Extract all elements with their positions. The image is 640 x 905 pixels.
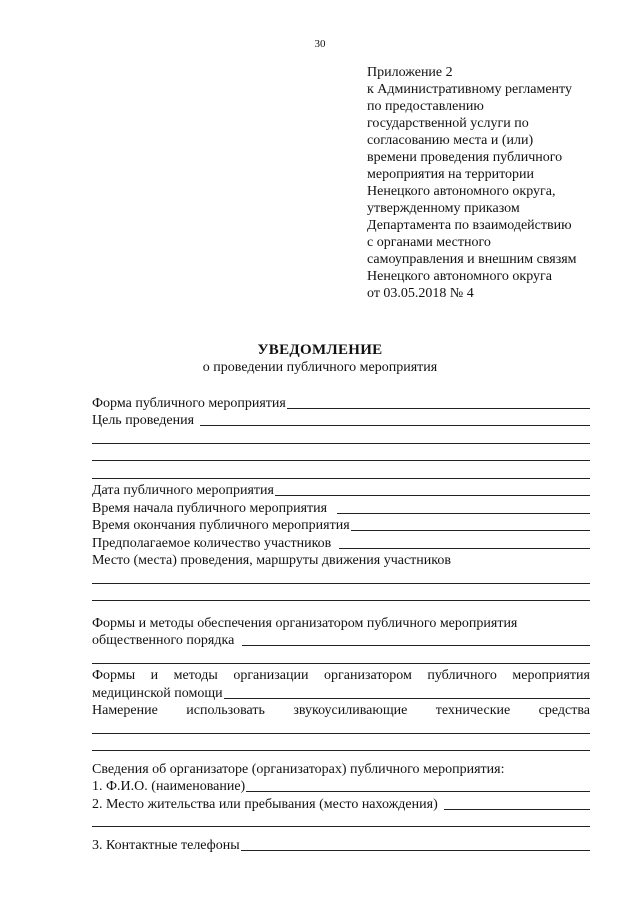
event-form-label: Форма публичного мероприятия <box>92 395 286 411</box>
page-number: 30 <box>314 38 326 50</box>
start-time-row <box>92 499 590 517</box>
date-label: Дата публичного мероприятия <box>92 483 274 498</box>
event-form-line[interactable] <box>287 408 590 409</box>
participants-label: Предполагаемое количество участников <box>92 535 332 551</box>
medical-word: организатором <box>324 668 412 683</box>
purpose-label: Цель проведения <box>92 413 195 428</box>
start-time-line[interactable] <box>337 513 590 514</box>
appendix-line: Департамента по взаимодействию <box>367 218 572 233</box>
appendix-line: Ненецкого автономного округа <box>367 269 552 284</box>
medical-word: мероприятия <box>512 668 590 683</box>
sound-word: Намерение <box>92 703 158 718</box>
order-methods-row <box>92 614 590 632</box>
date-line[interactable] <box>275 495 590 496</box>
org-residence-blank-line[interactable] <box>92 813 590 831</box>
order-methods-label-line2: общественного порядка <box>92 633 235 648</box>
document-title: УВЕДОМЛЕНИЕ <box>257 342 383 358</box>
organizer-header: Сведения об организаторе (организаторах) публичного мероприятия: <box>92 761 505 777</box>
medical-word: Формы <box>92 668 136 683</box>
org-name-row <box>92 778 590 796</box>
medical-word: и <box>150 668 159 683</box>
purpose-row <box>92 412 590 430</box>
purpose-blank-line[interactable] <box>92 429 590 447</box>
organizer-header-row <box>92 760 590 778</box>
order-methods-row-2 <box>92 632 590 650</box>
org-residence-label: 2. Место жительства или пребывания (место нахождения) <box>92 796 438 812</box>
org-residence-line[interactable] <box>444 809 590 810</box>
start-time-label: Время начала публичного мероприятия <box>92 500 328 516</box>
order-methods-line[interactable] <box>242 645 590 646</box>
medical-row <box>92 667 590 685</box>
place-row <box>92 552 590 570</box>
appendix-line: мероприятия на территории <box>367 167 534 182</box>
sound-word: звукоусиливающие <box>293 703 408 718</box>
org-phones-label: 3. Контактные телефоны <box>92 837 240 853</box>
appendix-block <box>367 64 617 302</box>
appendix-line: Приложение 2 <box>367 65 453 80</box>
appendix-line: к Административному регламенту <box>367 82 572 97</box>
org-phones-line[interactable] <box>241 850 590 851</box>
appendix-line: самоуправления и внешним связям <box>367 252 577 267</box>
appendix-line: с органами местного <box>367 235 491 250</box>
participants-row <box>92 534 590 552</box>
sound-blank-line[interactable] <box>92 719 590 737</box>
sound-blank-line[interactable] <box>92 737 590 755</box>
document-subtitle: о проведении публичного мероприятия <box>202 360 438 375</box>
purpose-blank-line[interactable] <box>92 447 590 465</box>
order-methods-blank-line[interactable] <box>92 649 590 667</box>
appendix-line: Ненецкого автономного округа, <box>367 184 556 199</box>
date-row <box>92 482 590 500</box>
appendix-line: утвержденному приказом <box>367 201 520 216</box>
sound-word: использовать <box>186 703 265 718</box>
end-time-line[interactable] <box>351 530 590 531</box>
event-form-row <box>92 394 590 412</box>
purpose-blank-line[interactable] <box>92 464 590 482</box>
appendix-line: от 03.05.2018 № 4 <box>367 286 474 301</box>
org-name-line[interactable] <box>246 791 590 792</box>
medical-word: публичного <box>427 668 497 683</box>
sound-row <box>92 702 590 720</box>
medical-word: методы <box>173 668 218 683</box>
place-label: Место (места) проведения, маршруты движения участников <box>92 553 451 568</box>
place-blank-line[interactable] <box>92 587 590 605</box>
org-residence-row <box>92 795 590 813</box>
medical-row-2 <box>92 684 590 702</box>
end-time-label: Время окончания публичного мероприятия <box>92 518 350 533</box>
sound-word: средства <box>538 703 590 718</box>
purpose-line[interactable] <box>200 425 590 426</box>
medical-line[interactable] <box>224 698 590 699</box>
order-methods-label-line1: Формы и методы обеспечения организатором публичного мероприятия <box>92 615 518 631</box>
sound-word: технические <box>435 703 511 718</box>
place-blank-line[interactable] <box>92 569 590 587</box>
notification-form <box>92 394 590 854</box>
medical-label-line2: медицинской помощи <box>92 685 223 701</box>
org-name-label: 1. Ф.И.О. (наименование) <box>92 779 246 794</box>
org-phones-row <box>92 836 590 854</box>
end-time-row <box>92 517 590 535</box>
medical-word: организации <box>233 668 309 683</box>
appendix-line: по предоставлению <box>367 99 484 114</box>
participants-line[interactable] <box>339 548 590 549</box>
appendix-line: согласованию места и (или) <box>367 133 534 148</box>
appendix-line: государственной услуги по <box>367 116 529 131</box>
appendix-line: времени проведения публичного <box>367 150 563 165</box>
